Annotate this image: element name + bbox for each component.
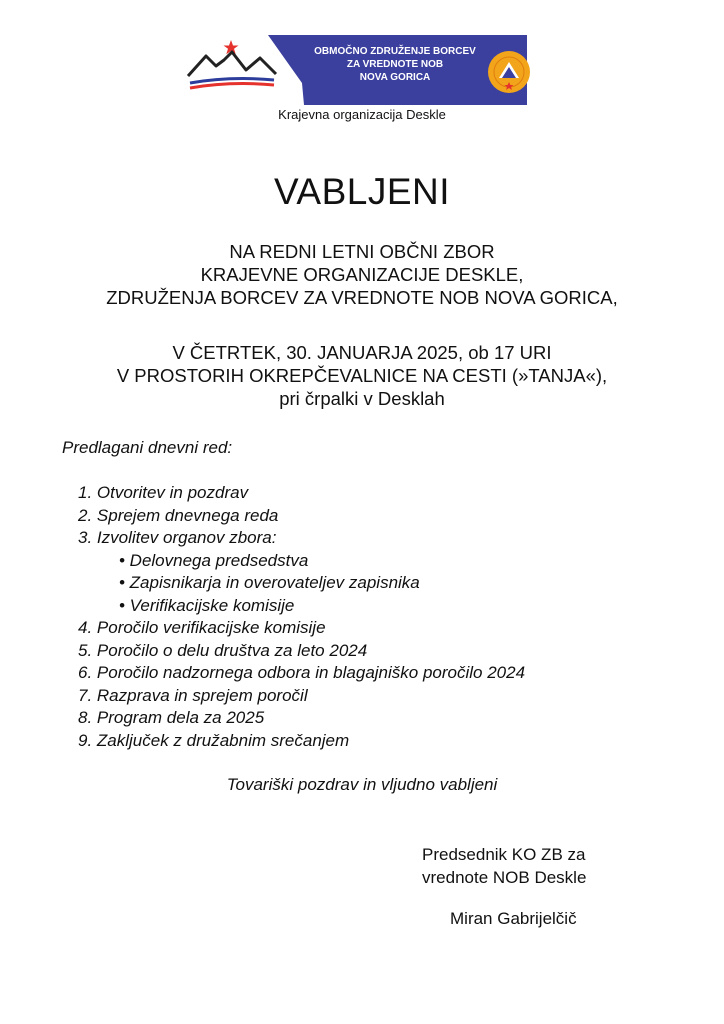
organization-subtitle: Krajevna organizacija Deskle (278, 107, 446, 122)
signature-title-line-1: Predsednik KO ZB za (422, 845, 586, 864)
agenda-item: 9. Zaključek z družabnim srečanjem (78, 730, 350, 750)
page-title: VABLJENI (273, 171, 451, 212)
signature-title-line-2: vrednote NOB Deskle (422, 868, 587, 887)
banner-line-3: NOVA GORICA (359, 72, 431, 83)
signature-title (422, 843, 586, 889)
agenda-item: 5. Poročilo o delu društva za leto 2024 (78, 640, 368, 660)
invitation-line-3: ZDRUŽENJA BORCEV ZA VREDNOTE NOB NOVA GORICA, (106, 287, 618, 308)
closing-greeting: Tovariški pozdrav in vljudno vabljeni (226, 775, 498, 794)
event-line-1: V ČETRTEK, 30. JANUARJA 2025, ob 17 URI (172, 342, 552, 363)
agenda-subitem: • Delovnega predsedstva (119, 550, 309, 570)
banner-line-1: OBMOČNO ZDRUŽENJE BORCEV (314, 46, 476, 57)
signature-name: Miran Gabrijelčič (450, 909, 577, 928)
mountain-flag-logo (186, 36, 278, 92)
agenda-item: 8. Program dela za 2025 (78, 708, 265, 727)
agenda-subitem: • Zapisnikarja in overovateljev zapisnika (119, 573, 420, 592)
agenda-item: 1. Otvoritev in pozdrav (78, 483, 249, 502)
event-line-3: pri črpalki v Desklah (279, 388, 445, 409)
invitation-line-2: KRAJEVNE ORGANIZACIJE DESKLE, (200, 264, 524, 285)
banner-line-2: ZA VREDNOTE NOB (346, 59, 444, 70)
agenda-list (78, 482, 525, 752)
agenda-item: 2. Sprejem dnevnega reda (78, 505, 279, 525)
agenda-heading: Predlagani dnevni red: (62, 438, 233, 457)
agenda-item: 3. Izvolitev organov zbora: (78, 528, 277, 547)
emblem-icon (487, 50, 531, 94)
agenda-item: 6. Poročilo nadzornega odbora in blagajniško poročilo 2024 (78, 663, 526, 682)
invitation-line-1: NA REDNI LETNI OBČNI ZBOR (229, 241, 495, 262)
agenda-item: 4. Poročilo verifikacijske komisije (78, 618, 326, 637)
agenda-item: 7. Razprava in sprejem poročil (78, 685, 308, 705)
event-line-2: V PROSTORIH OKREPČEVALNICE NA CESTI (»TANJA«), (116, 365, 608, 386)
agenda-subitem: • Verifikacijske komisije (119, 595, 295, 615)
